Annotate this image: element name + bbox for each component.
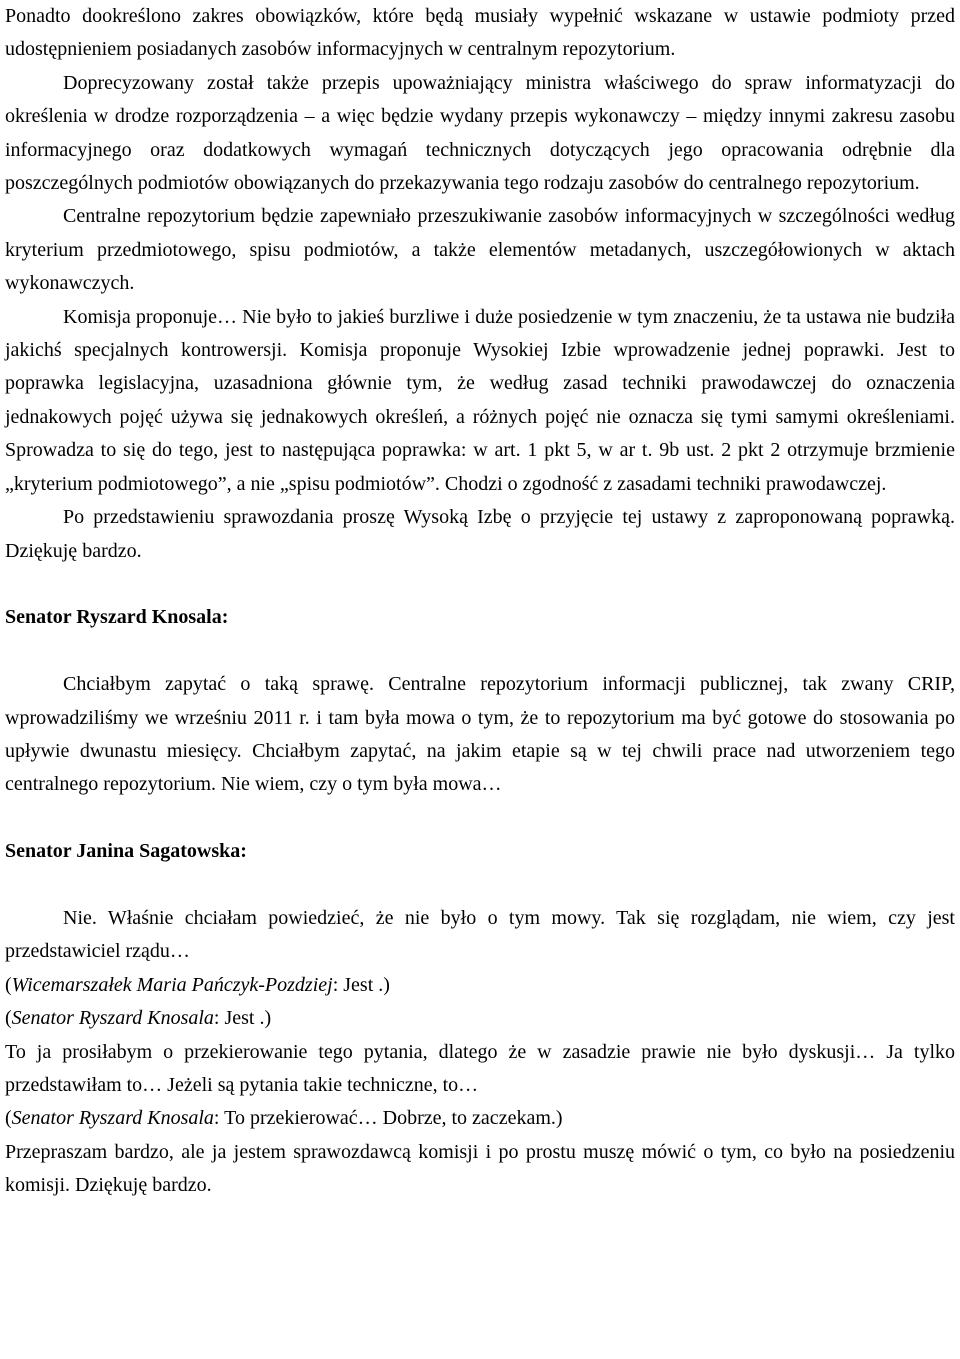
paragraph-repository-search: Centralne repozytorium będzie zapewniało przeszukiwanie zasobów informacyjnych w szczególności według kryterium przedmiotowego, spisu podmiotów, a także elementów metadanych, uszczegółowionych w aktach wykonawczych.	[5, 205, 955, 295]
spacer	[5, 802, 955, 835]
spacer	[5, 635, 955, 668]
interjection-text: : To przekierować… Dobrze, to zaczekam.)	[213, 1107, 563, 1130]
spacer	[5, 568, 955, 601]
interjection-open-paren: (	[5, 1007, 12, 1030]
document-page	[5, 0, 955, 1203]
spacer	[5, 869, 955, 902]
interjection-speaker-name: Wicemarszałek Maria Pańczyk-Pozdziej	[11, 973, 333, 996]
paragraph-closing-request: Po przedstawieniu sprawozdania proszę Wysoką Izbę o przyjęcie tej ustawy z zaproponowaną poprawką. Dziękuję bardzo.	[5, 506, 955, 562]
paragraph-sagatowska-closing: Przepraszam bardzo, ale ja jestem sprawozdawcą komisji i po prostu muszę mówić o tym, co było na posiedzeniu komisji. Dziękuję bardzo.	[5, 1140, 955, 1197]
interjection-panczyk	[5, 969, 955, 1002]
interjection-text: : Jest .)	[213, 1007, 272, 1030]
paragraph-sagatowska-answer: Nie. Właśnie chciałam powiedzieć, że nie było o tym mowy. Tak się rozglądam, nie wiem, czy jest przedstawiciel rządu…	[5, 906, 955, 963]
interjection-open-paren: (	[5, 973, 12, 996]
interjection-speaker-name: Senator Ryszard Knosala	[11, 1107, 214, 1130]
speaker-heading-sagatowska: Senator Janina Sagatowska:	[5, 840, 247, 863]
interjection-open-paren: (	[5, 1107, 12, 1130]
paragraph-obligations: Ponadto dookreślono zakres obowiązków, które będą musiały wypełnić wskazane w ustawie podmioty przed udostępnieniem posiadanych zasobów informacyjnych w centralnym repozytorium.	[5, 5, 955, 61]
paragraph-regulation: Doprecyzowany został także przepis upoważniający ministra właściwego do spraw informatyzacji do określenia w drodze rozporządzenia – a więc będzie wydany przepis wykonawczy – między innymi zakresu zasobu informacyjnego oraz dodatkowych wymagań technicznych dotyczących jego opracowania odrębnie dla poszczególnych podmiotów obowiązanych do przekazywania tego rodzaju zasobów do centralnego repozytorium.	[5, 71, 955, 195]
paragraph-knosala-question: Chciałbym zapytać o taką sprawę. Centralne repozytorium informacji publicznej, tak zwany CRIP, wprowadziliśmy we wrześniu 2011 r. i tam była mowa o tym, że to repozytorium ma być gotowe do stosowania po upływie dwunastu miesięcy. Chciałbym zapytać, na jakim etapie są w tej chwili prace nad utworzeniem tego centralnego repozytorium. Nie wiem, czy o tym była mowa…	[5, 673, 955, 796]
interjection-knosala-2	[5, 1102, 955, 1135]
interjection-text: : Jest .)	[332, 973, 390, 996]
interjection-knosala-1	[5, 1002, 955, 1035]
paragraph-sagatowska-redirect: To ja prosiłabym o przekierowanie tego pytania, dlatego że w zasadzie prawie nie było dyskusji… Ja tylko przedstawiłam to… Jeżeli są pytania takie techniczne, to…	[5, 1040, 955, 1096]
speaker-heading-knosala: Senator Ryszard Knosala:	[5, 606, 229, 629]
paragraph-committee-proposal: Komisja proponuje… Nie było to jakieś burzliwe i duże posiedzenie w tym znaczeniu, że ta ustawa nie budziła jakichś specjalnych kontrowersji. Komisja proponuje Wysokiej Izbie wprowadzenie jednej poprawki. Jest to poprawka legislacyjna, uzasadniona głównie tym, że według zasad techniki prawodawczej do oznaczenia jednakowych pojęć używa się jednakowych określeń, a różnych pojęć nie oznacza się tymi samymi określeniami. Sprowadza to się do tego, jest to następująca poprawka: w art. 1 pkt 5, w ar t. 9b ust. 2 pkt 2 otrzymuje brzmienie „kryterium podmiotowego”, a nie „spisu podmiotów”. Chodzi o zgodność z zasadami techniki prawodawczej.	[5, 305, 955, 495]
interjection-speaker-name: Senator Ryszard Knosala	[11, 1007, 214, 1030]
